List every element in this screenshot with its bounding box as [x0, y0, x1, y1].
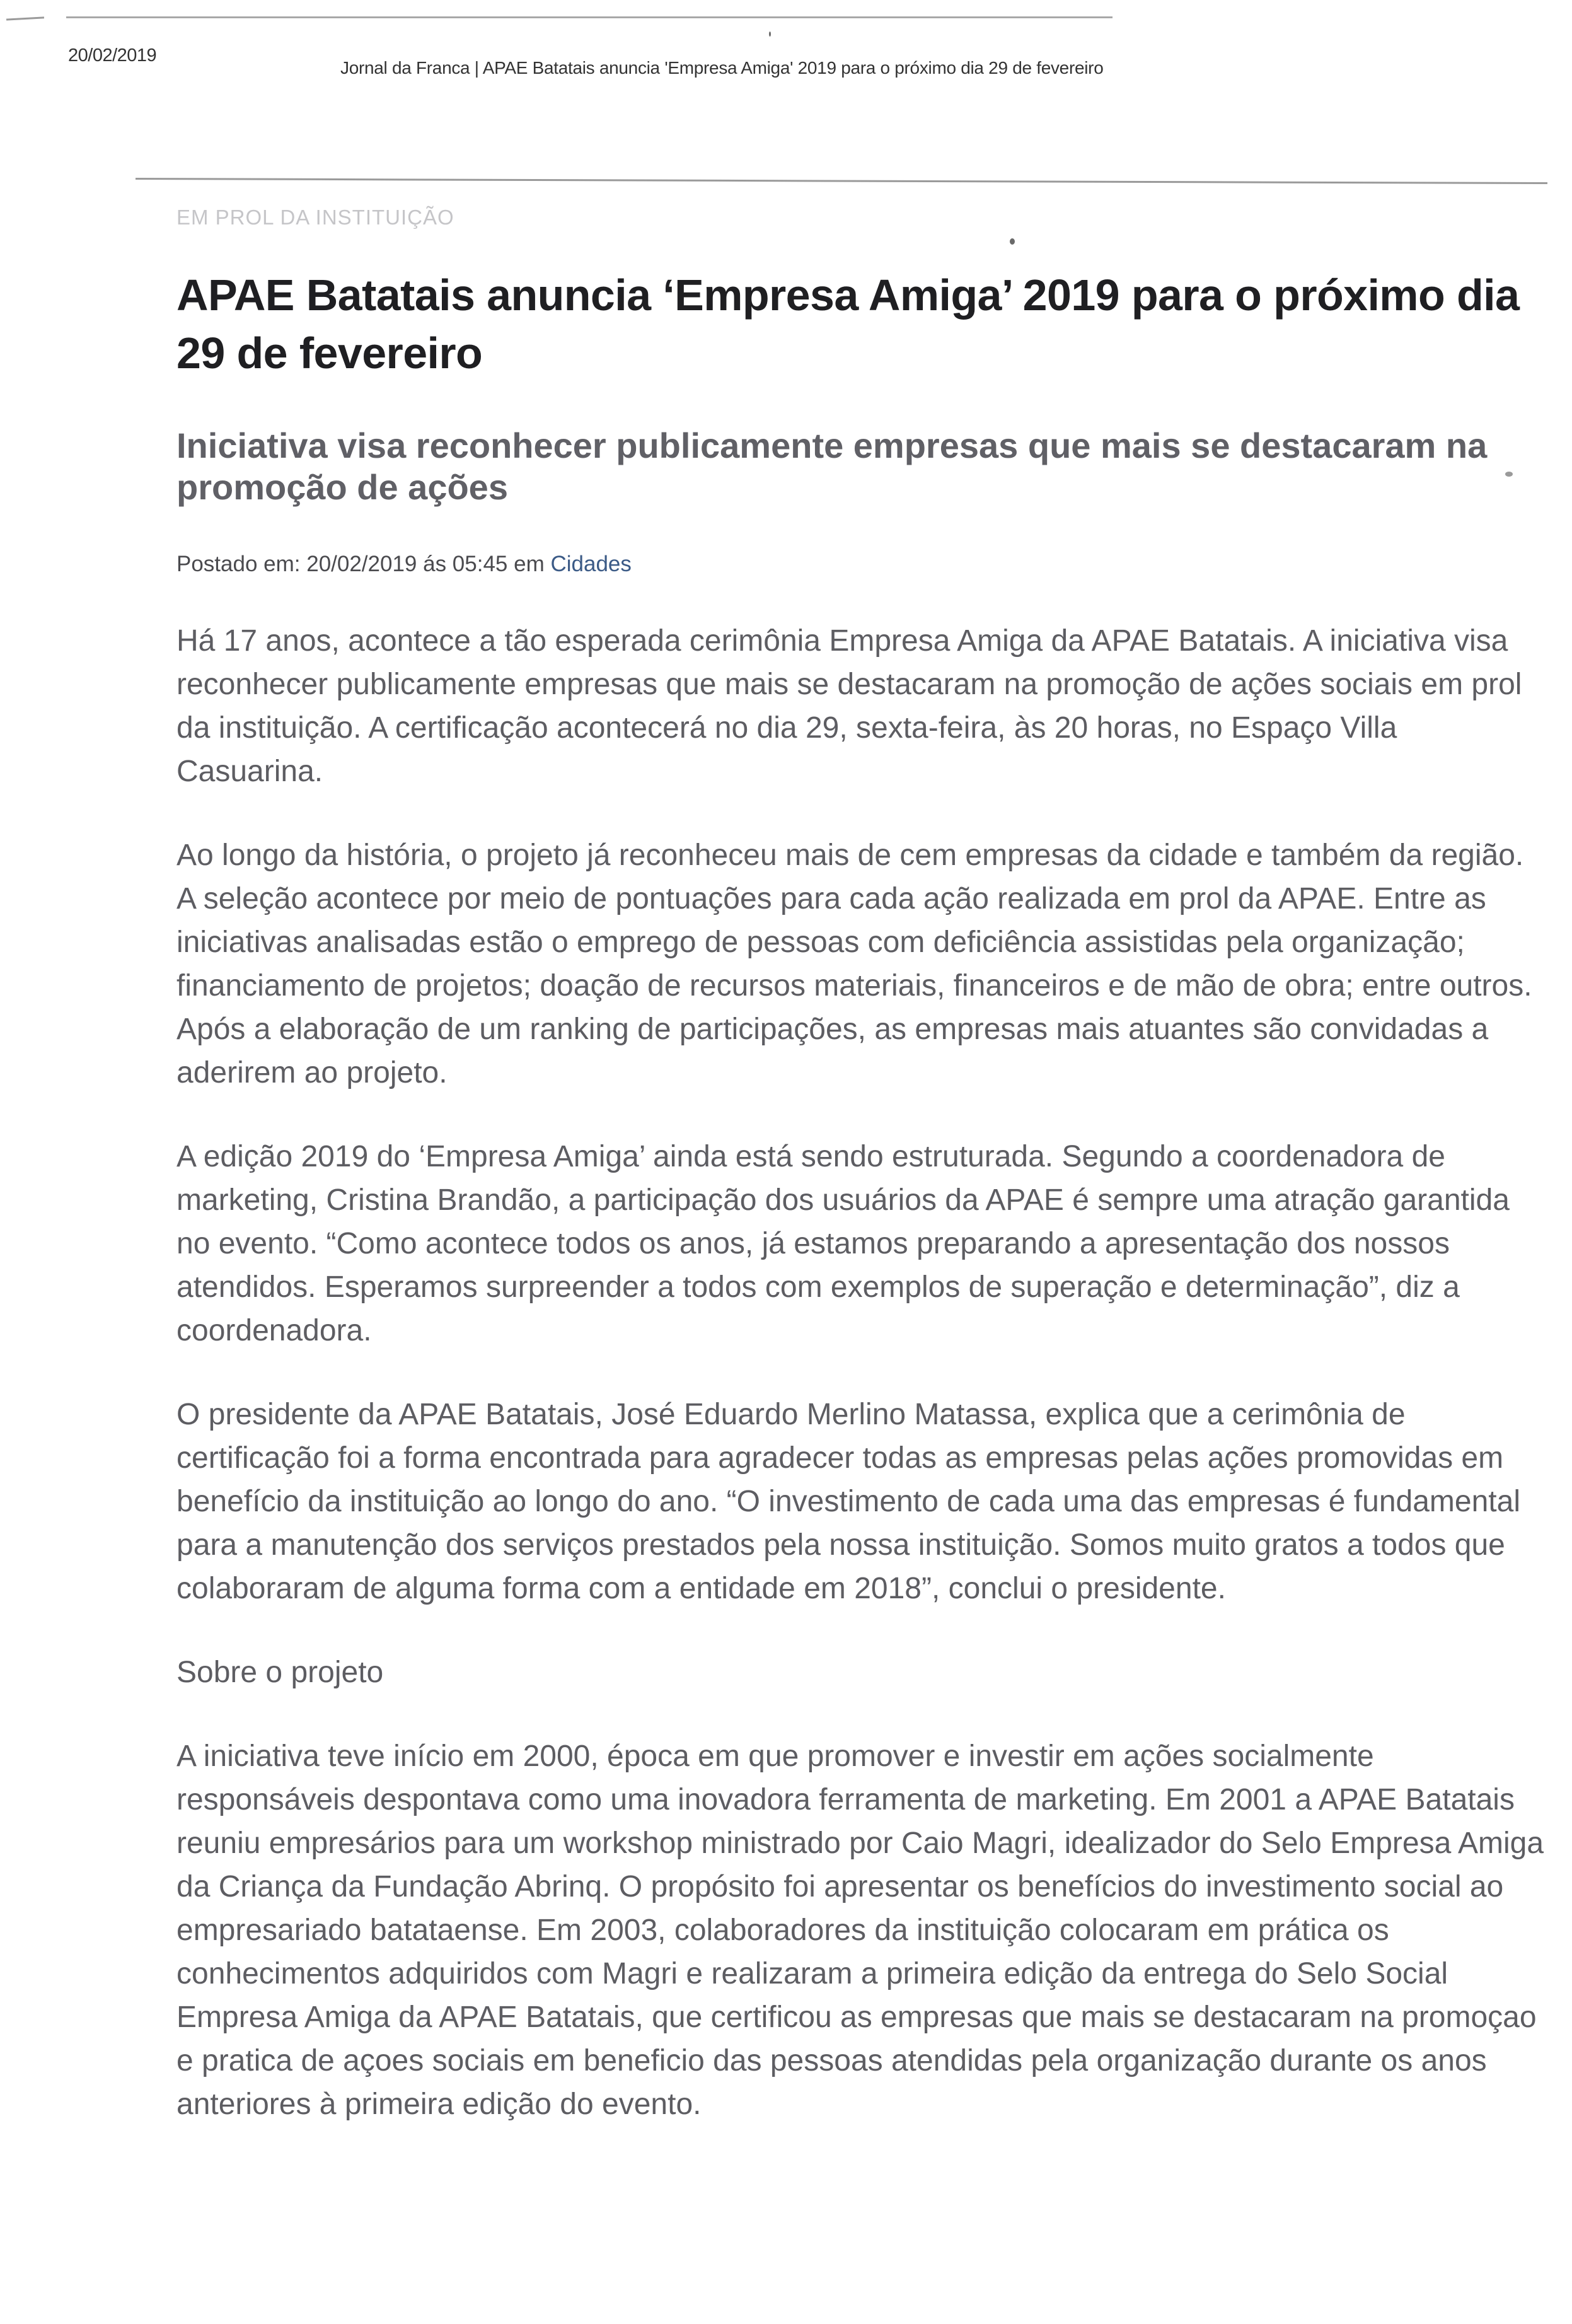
final-paragraph-part2: se destacaram na promoçao e pratica de açoes sociais em beneficio das pessoas atendidas pela organização durante os anos anteriores à primeira edição do evento.: [176, 2001, 1537, 2121]
article-subtitle: Iniciativa visa reconhecer publicamente empresas que mais se destacaram na promoção de ações: [176, 426, 1488, 507]
article-body: [176, 619, 1544, 2126]
posted-info: Postado em: 20/02/2019 ás 05:45 em: [176, 552, 545, 576]
scan-speck: [1010, 238, 1015, 245]
section-link-cidades[interactable]: Cidades: [550, 552, 632, 576]
article-meta: [176, 550, 1532, 579]
print-date: 20/02/2019: [68, 45, 157, 66]
article-paragraph-final: [176, 1734, 1544, 2126]
article-paragraph: O presidente da APAE Batatais, José Eduardo Merlino Matassa, explica que a cerimônia de certificação foi a forma encontrada para agradecer todas as empresas pelas ações promovidas em benefício da instituição ao longo do ano. “O investimento de cada uma das empresas é fundamental para a manutenção dos serviços prestados pela nossa instituição. Somos muito gratos a todos que colaboraram de alguma forma com a entidade em 2018”, conclui o presidente.: [176, 1398, 1520, 1605]
article-headline: APAE Batatais anuncia ‘Empresa Amiga’ 2019 para o próximo dia 29 de fevereiro: [176, 270, 1520, 378]
header-rule-bottom: [136, 178, 1547, 184]
print-page-title: Jornal da Franca | APAE Batatais anuncia 'Empresa Amiga' 2019 para o próximo dia 29 de fevereiro: [340, 58, 1104, 78]
article-paragraph: Há 17 anos, acontece a tão esperada cerimônia Empresa Amiga da APAE Batatais. A iniciativa visa reconhecer publicamente empresas que mais se destacaram na promoção de ações sociais em prol da instituição. A certificação acontecerá no dia 29, sexta-feira, às 20 horas, no Espaço Villa Casuarina.: [176, 624, 1522, 788]
article: [176, 202, 1544, 2126]
scan-speck: [1505, 472, 1513, 477]
section-heading-sobre-o-projeto: Sobre o projeto: [176, 1656, 384, 1689]
final-paragraph-part1: A iniciativa teve início em 2000, época em que promover e investir em ações socialmente responsáveis despontava como uma inovadora ferramenta de marketing. Em 2001 a APAE Batatais reuniu empresários para um workshop ministrado por Caio Magri, idealizador do Selo Empresa Amiga da Criança da Fundação Abrinq. O propósito foi apresentar os benefícios do investimento social ao empresariado batataense. Em 2003, colaboradores da instituição colocaram em prática os conhecimentos adquiridos com Magri e realizaram a primeira edição da entrega do Selo Social Empresa Amiga da APAE Batatais, que certificou as empresas que mais: [176, 1740, 1544, 2034]
article-paragraph: Ao longo da história, o projeto já reconheceu mais de cem empresas da cidade e também da região. A seleção acontece por meio de pontuações para cada ação realizada em prol da APAE. Entre as iniciativas analisadas estão o emprego de pessoas com deficiência assistidas pela organização; financiamento de projetos; doação de recursos materiais, financeiros e de mão de obra; entre outros. Após a elaboração de um ranking de participações, as empresas mais atuantes são convidadas a aderirem ao projeto.: [176, 839, 1532, 1089]
article-category: EM PROL DA INSTITUIÇÃO: [176, 206, 454, 229]
header-rule-top: [66, 16, 1113, 18]
header-rule-left: [6, 16, 44, 20]
scan-speck: [769, 32, 771, 37]
print-header: [0, 0, 1572, 88]
article-paragraph: A edição 2019 do ‘Empresa Amiga’ ainda está sendo estruturada. Segundo a coordenadora de marketing, Cristina Brandão, a participação dos usuários da APAE é sempre uma atração garantida no evento. “Como acontece todos os anos, já estamos preparando a apresentação dos nossos atendidos. Esperamos surpreender a todos com exemplos de superação e determinação”, diz a coordenadora.: [176, 1140, 1510, 1347]
